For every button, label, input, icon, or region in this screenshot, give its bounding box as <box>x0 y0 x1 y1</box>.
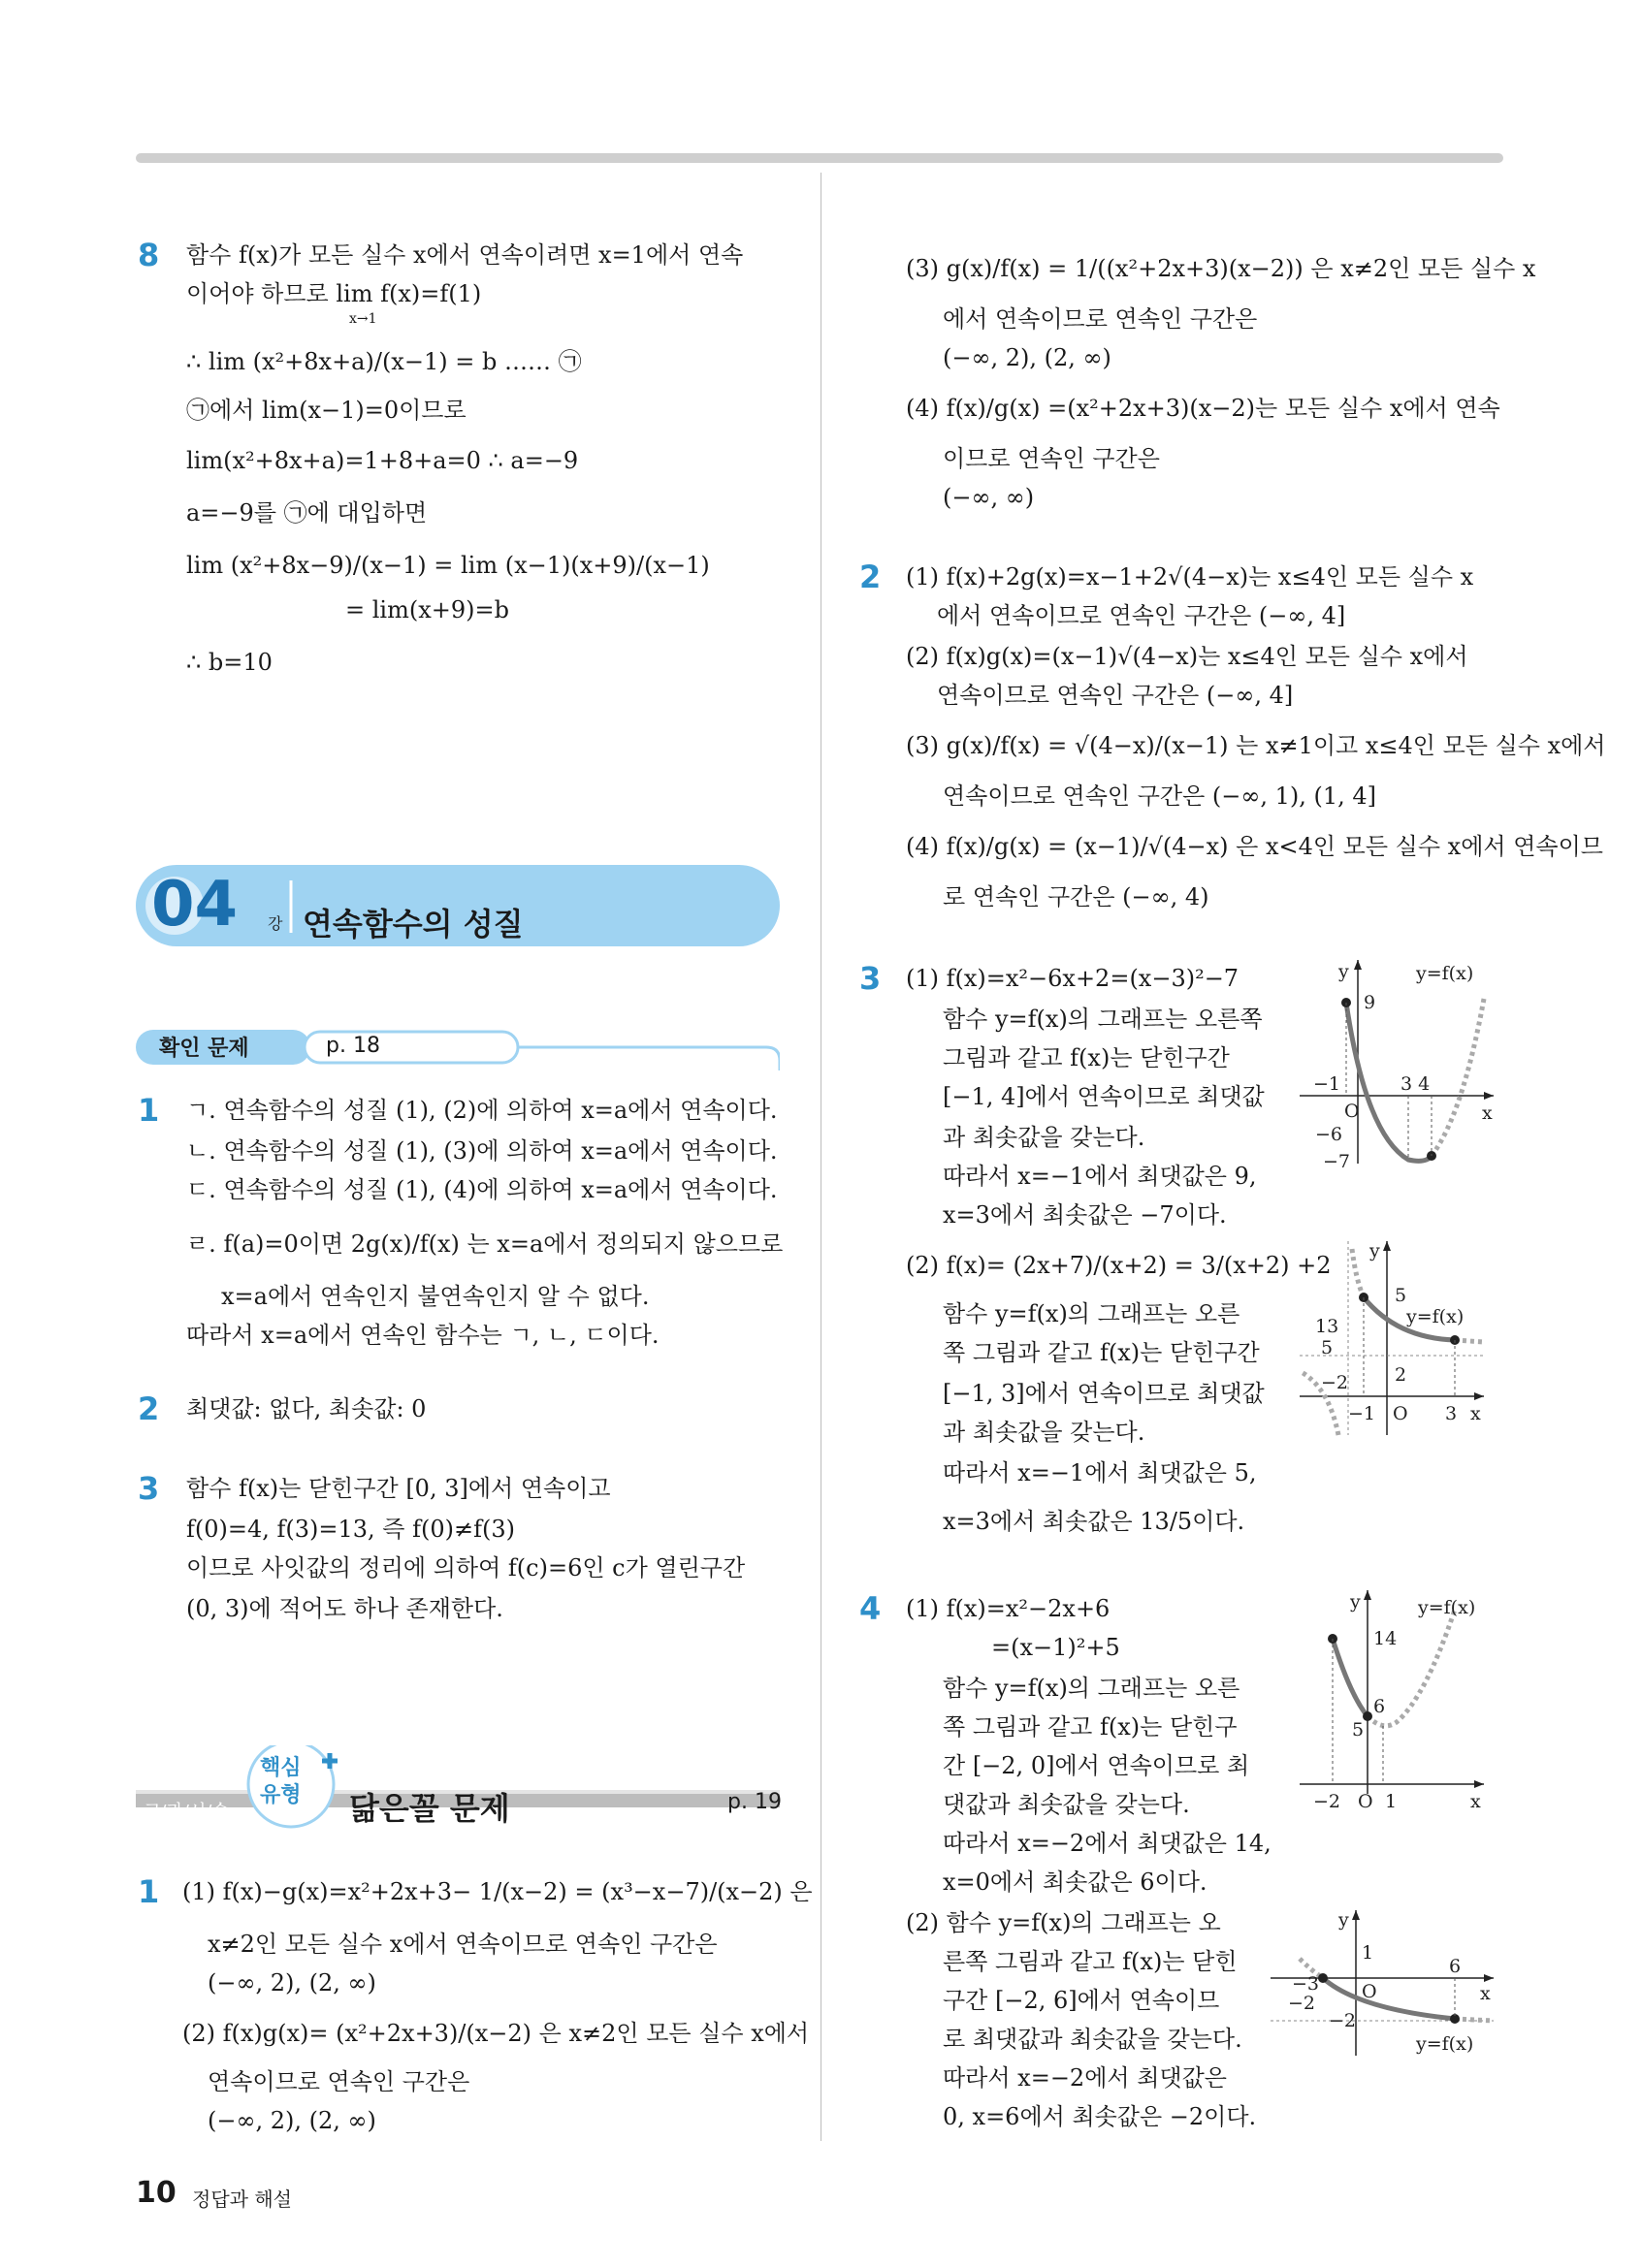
text-line: 0, x=6에서 최솟값은 −2이다. <box>943 2103 1257 2130</box>
text-line: ㄹ. f(a)=0이면 2g(x)/f(x) 는 x=a에서 정의되지 않으므로 <box>186 1230 784 1258</box>
text-line: 간 [−2, 0]에서 연속이므로 최 <box>943 1752 1250 1779</box>
text-line: 로 최댓값과 최솟값을 갖는다. <box>943 2026 1242 2053</box>
axis-label: x <box>1470 1403 1481 1424</box>
x-arrow-icon <box>1484 1092 1494 1100</box>
tick-label: −2 <box>1321 1372 1349 1393</box>
core-section-page: p. 19 <box>727 1790 782 1814</box>
page-number: 10 <box>136 2176 177 2210</box>
problem-number: 8 <box>138 237 160 273</box>
text-line: (3) g(x)/f(x) = 1/((x²+2x+3)(x−2)) 은 x≠2인 모든 실수 x <box>906 255 1536 282</box>
y-arrow-icon <box>1383 1241 1391 1251</box>
curve-label: y=f(x) <box>1416 963 1474 984</box>
text-line: 연속이므로 연속인 구간은 <box>208 2068 470 2095</box>
axis-label: y <box>1338 1909 1349 1931</box>
text-line: (1) f(x)=x²−6x+2=(x−3)²−7 <box>906 965 1240 992</box>
text-line: =(x−1)²+5 <box>991 1634 1120 1661</box>
text-line: (−∞, 2), (2, ∞) <box>208 1969 376 1996</box>
tick-label: 9 <box>1364 992 1376 1013</box>
text-line: 연속이므로 연속인 구간은 (−∞, 4] <box>937 682 1294 709</box>
text-line: 댓값과 최솟값을 갖는다. <box>943 1791 1190 1818</box>
axis-label: y <box>1338 961 1349 982</box>
tick-label: −1 <box>1313 1073 1341 1095</box>
text-line: f(0)=4, f(3)=13, 즉 f(0)≠f(3) <box>186 1516 515 1543</box>
text-line: (4) f(x)/g(x) =(x²+2x+3)(x−2)는 모든 실수 x에서 연속 <box>906 395 1500 422</box>
tick-label: −2 <box>1329 2010 1357 2031</box>
core-bar-label: 교/과/서/속 <box>144 1802 229 1822</box>
problem-number: 3 <box>859 960 882 997</box>
text-line: (1) f(x)+2g(x)=x−1+2√(4−x)는 x≤4인 모든 실수 x <box>906 563 1474 591</box>
y-arrow-icon <box>1354 960 1362 970</box>
x-arrow-icon <box>1474 1392 1484 1400</box>
text-line: 과 최솟값을 갖는다. <box>943 1419 1145 1446</box>
text-line: (−∞, ∞) <box>943 484 1035 511</box>
text-line: = lim(x+9)=b <box>345 596 509 623</box>
curve-extension <box>1432 999 1484 1156</box>
origin-label: O <box>1393 1403 1408 1424</box>
text-line: 따라서 x=−1에서 최댓값은 9, <box>943 1163 1257 1190</box>
text-line: 쪽 그림과 같고 f(x)는 닫힌구 <box>943 1713 1238 1741</box>
axis-label: x <box>1470 1791 1481 1812</box>
confirm-section-page: p. 18 <box>326 1034 380 1058</box>
text-line: lim(x²+8x+a)=1+8+a=0 ∴ a=−9 <box>186 447 579 474</box>
tick-label: −2 <box>1288 1993 1316 2014</box>
tick-label: 5 <box>1395 1285 1407 1306</box>
problem-number: 2 <box>859 559 882 595</box>
text-line: 연속이므로 연속인 구간은 (−∞, 1), (1, 4] <box>943 783 1377 810</box>
top-decorative-bar <box>136 151 1503 165</box>
confirm-section-label: 확인 문제 <box>159 1037 249 1061</box>
axis-label: x <box>1480 1983 1491 2004</box>
tick-label: 13 <box>1315 1316 1339 1337</box>
text-line: ㄱ. 연속함수의 성질 (1), (2)에 의하여 x=a에서 연속이다. <box>186 1097 778 1124</box>
x-arrow-icon <box>1474 1780 1484 1788</box>
tick-label: 2 <box>1395 1364 1407 1386</box>
text-line: 른쪽 그림과 같고 f(x)는 닫힌 <box>943 1948 1238 1975</box>
graph-4-1 <box>1300 1590 1484 1812</box>
tick-label: −3 <box>1292 1973 1320 1995</box>
text-line: 함수 y=f(x)의 그래프는 오른 <box>943 1675 1240 1702</box>
y-arrow-icon <box>1364 1590 1371 1600</box>
tick-label: 3 <box>1445 1403 1458 1424</box>
text-line: (0, 3)에 적어도 하나 존재한다. <box>186 1595 503 1622</box>
text-line: x=3에서 최솟값은 13/5이다. <box>943 1508 1245 1535</box>
tick-label: 1 <box>1362 1942 1374 1964</box>
text-line: 함수 y=f(x)의 그래프는 오른쪽 <box>943 1006 1263 1033</box>
problem-number: 1 <box>138 1092 160 1129</box>
axis-label: y <box>1350 1591 1361 1613</box>
text-line: x=a에서 연속인지 불연속인지 알 수 없다. <box>221 1283 650 1310</box>
curve <box>1333 1639 1368 1716</box>
limit-subscript: x→1 <box>349 311 377 327</box>
origin-label: O <box>1358 1791 1373 1812</box>
text-line: lim (x²+8x−9)/(x−1) = lim (x−1)(x+9)/(x−1) <box>186 552 710 579</box>
tick-label: 1 <box>1385 1791 1398 1812</box>
axis-label: x <box>1482 1102 1493 1124</box>
text-line: 따라서 x=a에서 연속인 함수는 ㄱ, ㄴ, ㄷ이다. <box>186 1322 660 1349</box>
text-line: 그림과 같고 f(x)는 닫힌구간 <box>943 1044 1230 1071</box>
tick-label: 6 <box>1449 1956 1462 1977</box>
tick-label: −6 <box>1315 1124 1343 1145</box>
graph-3-2 <box>1300 1241 1484 1445</box>
tick-label: −2 <box>1313 1791 1341 1812</box>
text-line: (2) f(x)g(x)=(x−1)√(4−x)는 x≤4인 모든 실수 x에서 <box>906 643 1468 670</box>
text-line: [−1, 3]에서 연속이므로 최댓값 <box>943 1380 1265 1407</box>
text-line: 따라서 x=−2에서 최댓값은 14, <box>943 1830 1272 1857</box>
text-line: ∴ b=10 <box>186 649 273 676</box>
core-badge-line2: 유형 <box>260 1783 302 1807</box>
text-line: (−∞, 2), (2, ∞) <box>208 2107 376 2134</box>
y-arrow-icon <box>1352 1910 1360 1920</box>
origin-label: O <box>1344 1101 1360 1122</box>
text-line: 이므로 연속인 구간은 <box>943 445 1160 472</box>
tick-label: 5 <box>1352 1719 1365 1741</box>
lesson-suffix: 강 <box>268 914 283 933</box>
text-line: [−1, 4]에서 연속이므로 최댓값 <box>943 1083 1265 1110</box>
tick-label: 6 <box>1373 1696 1386 1717</box>
footer-label: 정답과 해설 <box>192 2188 292 2211</box>
text-line: (1) f(x)−g(x)=x²+2x+3− 1/(x−2) = (x³−x−7)/(x−2) 은 <box>182 1878 813 1905</box>
tick-label: −1 <box>1348 1403 1376 1424</box>
text-line: ㉠에서 lim(x−1)=0이므로 <box>186 397 467 424</box>
curve-label: y=f(x) <box>1416 2033 1474 2055</box>
text-line: (1) f(x)=x²−2x+6 <box>906 1595 1111 1622</box>
text-line: (−∞, 2), (2, ∞) <box>943 344 1111 371</box>
text-line: 과 최솟값을 갖는다. <box>943 1124 1145 1151</box>
text-line: 에서 연속이므로 연속인 구간은 (−∞, 4] <box>937 602 1346 629</box>
text-line: 최댓값: 없다, 최솟값: 0 <box>186 1395 427 1422</box>
text-line: a=−9를 ㉠에 대입하면 <box>186 499 428 527</box>
graph-3-1 <box>1300 960 1494 1173</box>
text-line: 함수 y=f(x)의 그래프는 오른 <box>943 1300 1240 1327</box>
axis-label: y <box>1369 1240 1380 1262</box>
text-line: x=3에서 최솟값은 −7이다. <box>943 1201 1227 1229</box>
problem-number: 3 <box>138 1470 160 1507</box>
text-line: (4) f(x)/g(x) = (x−1)/√(4−x) 은 x<4인 모든 실수 x에서 연속이므 <box>906 833 1603 860</box>
problem-number: 2 <box>138 1390 160 1427</box>
curve-label: y=f(x) <box>1418 1597 1476 1618</box>
text-line: 쪽 그림과 같고 f(x)는 닫힌구간 <box>943 1339 1260 1366</box>
problem-number: 1 <box>138 1873 160 1910</box>
text-line: 따라서 x=−1에서 최댓값은 5, <box>943 1459 1257 1486</box>
lesson-title: 연속함수의 성질 <box>303 906 524 942</box>
text-line: x=0에서 최솟값은 6이다. <box>943 1869 1207 1896</box>
text-line: (2) f(x)= (2x+7)/(x+2) = 3/(x+2) +2 <box>906 1252 1332 1279</box>
tick-label: −7 <box>1323 1151 1351 1172</box>
core-badge-line1: 핵심 <box>260 1756 302 1780</box>
text-line: (3) g(x)/f(x) = √(4−x)/(x−1) 는 x≠1이고 x≤4인 모든 실수 x에서 <box>906 732 1606 759</box>
text-line: ㄴ. 연속함수의 성질 (1), (3)에 의하여 x=a에서 연속이다. <box>186 1137 778 1165</box>
curve-label: y=f(x) <box>1406 1306 1465 1327</box>
text-line: 함수 f(x)는 닫힌구간 [0, 3]에서 연속이고 <box>186 1475 611 1502</box>
tick-label: 14 <box>1373 1628 1398 1649</box>
text-line: ∴ lim (x²+8x+a)/(x−1) = b …… ㉠ <box>186 348 582 375</box>
problem-number: 4 <box>859 1590 882 1627</box>
text-line: 에서 연속이므로 연속인 구간은 <box>943 305 1258 333</box>
text-line: 이므로 사잇값의 정리에 의하여 f(c)=6인 c가 열린구간 <box>186 1554 746 1581</box>
text-line: 로 연속인 구간은 (−∞, 4) <box>943 883 1209 910</box>
text-line: (2) 함수 y=f(x)의 그래프는 오 <box>906 1909 1221 1936</box>
text-line: ㄷ. 연속함수의 성질 (1), (4)에 의하여 x=a에서 연속이다. <box>186 1176 778 1203</box>
tick-label: 3 4 <box>1401 1073 1431 1095</box>
graph-4-2 <box>1271 1910 1494 2056</box>
core-section-title: 닮은꼴 문제 <box>349 1790 510 1827</box>
text-line: 구간 [−2, 6]에서 연속이므 <box>943 1987 1220 2014</box>
text-line: x≠2인 모든 실수 x에서 연속이므로 연속인 구간은 <box>208 1931 718 1958</box>
text-line: 함수 f(x)가 모든 실수 x에서 연속이려면 x=1에서 연속 <box>186 241 744 269</box>
lesson-number: 04 <box>151 869 239 941</box>
text-line: 따라서 x=−2에서 최댓값은 <box>943 2064 1227 2092</box>
x-arrow-icon <box>1484 1974 1494 1982</box>
text-line: (2) f(x)g(x)= (x²+2x+3)/(x−2) 은 x≠2인 모든 실수 x에서 <box>182 2020 810 2047</box>
origin-label: O <box>1362 1981 1377 2002</box>
tick-label: 5 <box>1321 1337 1334 1358</box>
text-line: 이어야 하므로 lim f(x)=f(1) <box>186 280 482 307</box>
